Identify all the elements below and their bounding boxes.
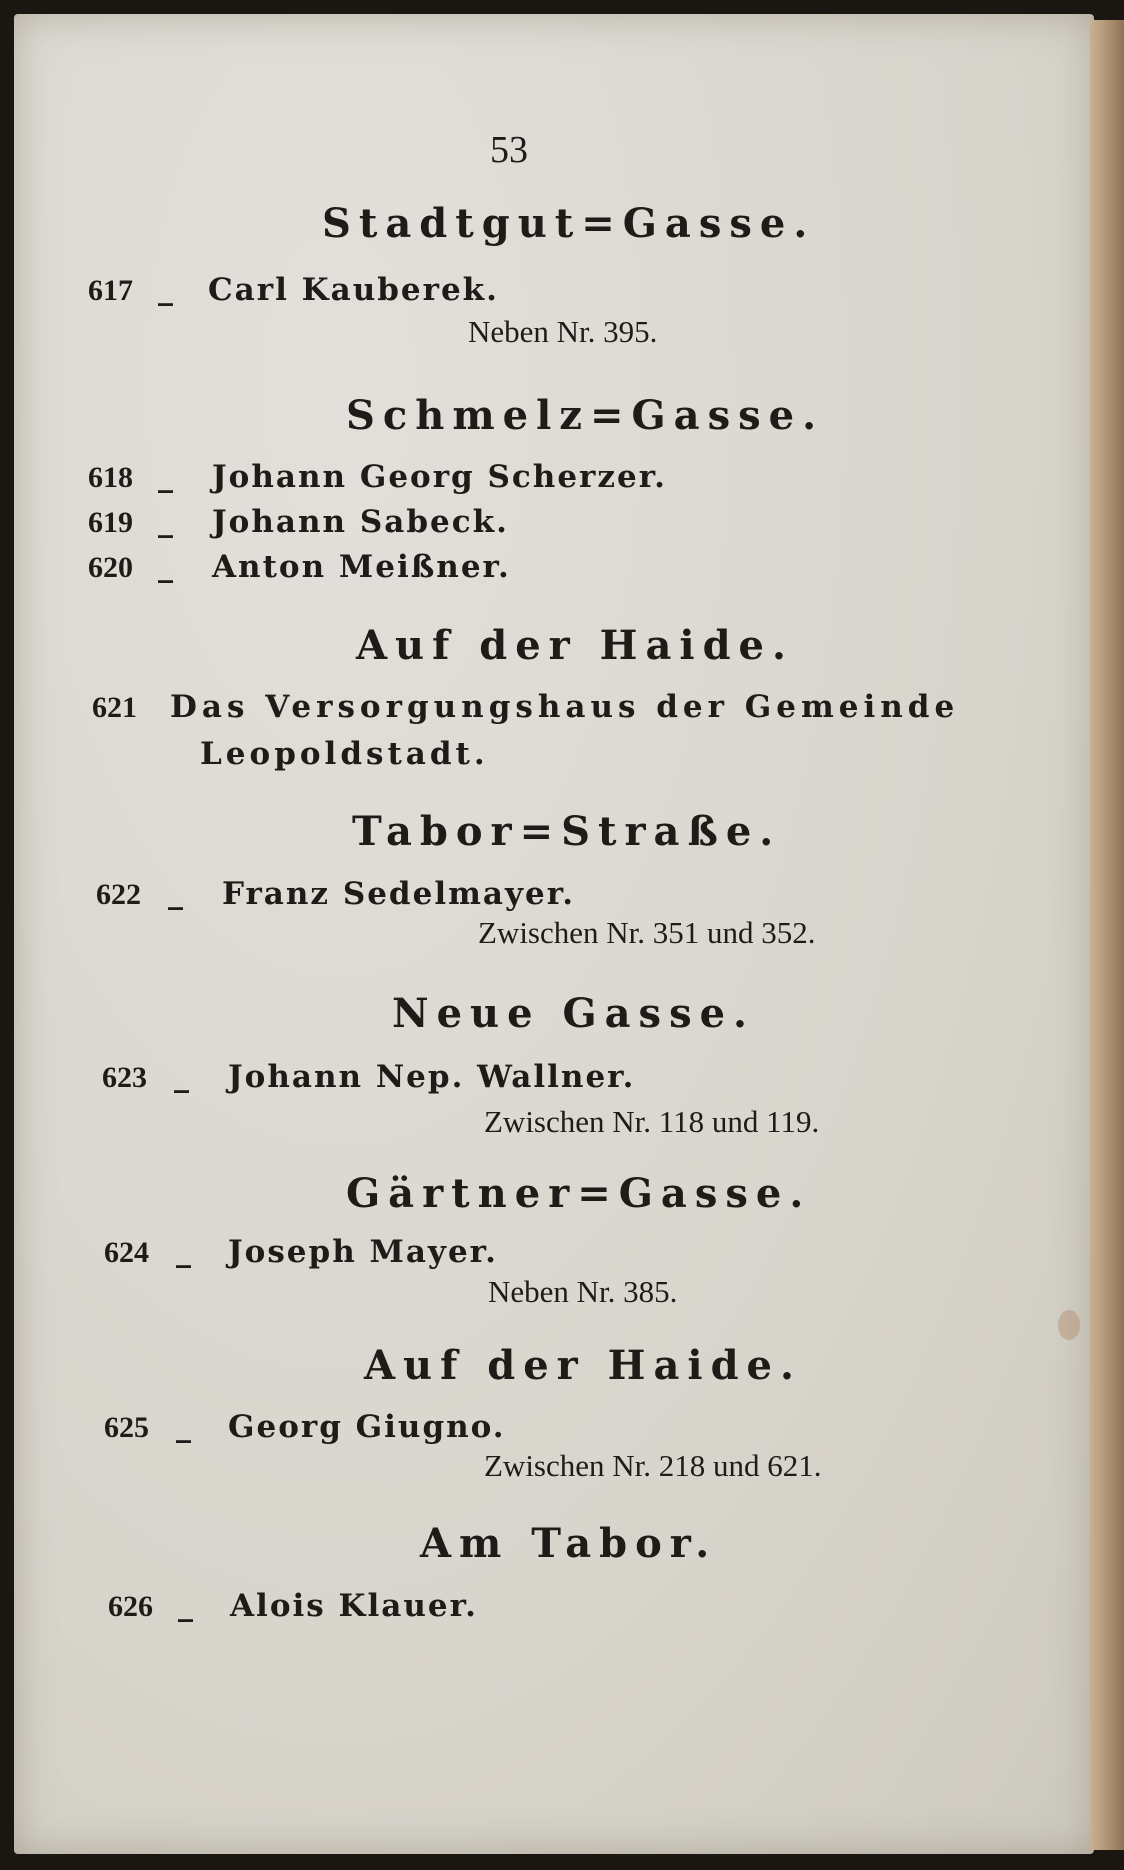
street-heading: Neue Gasse.	[392, 990, 755, 1037]
house-number: 620	[88, 551, 133, 584]
street-heading: Am Tabor.	[420, 1520, 718, 1567]
owner-name: Johann Georg Scherzer.	[212, 459, 667, 495]
owner-name: Anton Meißner.	[212, 549, 511, 585]
location-note: Zwischen Nr. 351 und 352.	[478, 915, 816, 950]
street-heading: Schmelz=Gasse.	[346, 392, 825, 439]
house-number: 624	[104, 1236, 149, 1269]
owner-name: Joseph Mayer.	[228, 1234, 498, 1270]
owner-name: Das Versorgungshaus der Gemeinde	[170, 689, 960, 725]
entry-dash: _	[158, 549, 174, 584]
house-number: 617	[88, 274, 133, 307]
street-heading: Tabor=Straße.	[352, 808, 782, 855]
location-note: Neben Nr. 395.	[468, 314, 658, 349]
entry-dash: _	[176, 1234, 192, 1269]
house-number: 619	[88, 506, 133, 539]
street-heading: Stadtgut=Gasse.	[322, 200, 816, 247]
owner-name: Carl Kauberek.	[208, 272, 499, 308]
owner-name: Georg Giugno.	[228, 1409, 506, 1445]
owner-name: Alois Klauer.	[230, 1588, 478, 1624]
location-note: Neben Nr. 385.	[488, 1274, 678, 1309]
house-number: 622	[96, 878, 141, 911]
entry-dash: _	[168, 876, 184, 911]
page-number: 53	[490, 129, 528, 171]
owner-name: Johann Sabeck.	[212, 504, 509, 540]
entry-dash: _	[178, 1588, 194, 1623]
house-number: 621	[92, 691, 137, 724]
entry-dash: _	[176, 1409, 192, 1444]
entry-dash: _	[158, 459, 174, 494]
foxing-stain	[1058, 1310, 1080, 1340]
street-heading: Auf der Haide.	[364, 1342, 802, 1389]
location-note: Zwischen Nr. 218 und 621.	[484, 1448, 822, 1483]
entry-dash: _	[158, 272, 174, 307]
location-note: Zwischen Nr. 118 und 119.	[484, 1104, 820, 1139]
owner-name: Johann Nep. Wallner.	[228, 1059, 636, 1095]
entry-dash: _	[174, 1059, 190, 1094]
house-number: 625	[104, 1411, 149, 1444]
house-number: 618	[88, 461, 133, 494]
house-number: 623	[102, 1061, 147, 1094]
house-number: 626	[108, 1590, 153, 1623]
owner-name-continued: Leopoldstadt.	[200, 736, 489, 772]
street-heading: Gärtner=Gasse.	[346, 1170, 812, 1217]
street-heading: Auf der Haide.	[356, 622, 794, 669]
page-edge	[1090, 20, 1124, 1850]
owner-name: Franz Sedelmayer.	[222, 876, 576, 912]
entry-dash: _	[158, 504, 174, 539]
